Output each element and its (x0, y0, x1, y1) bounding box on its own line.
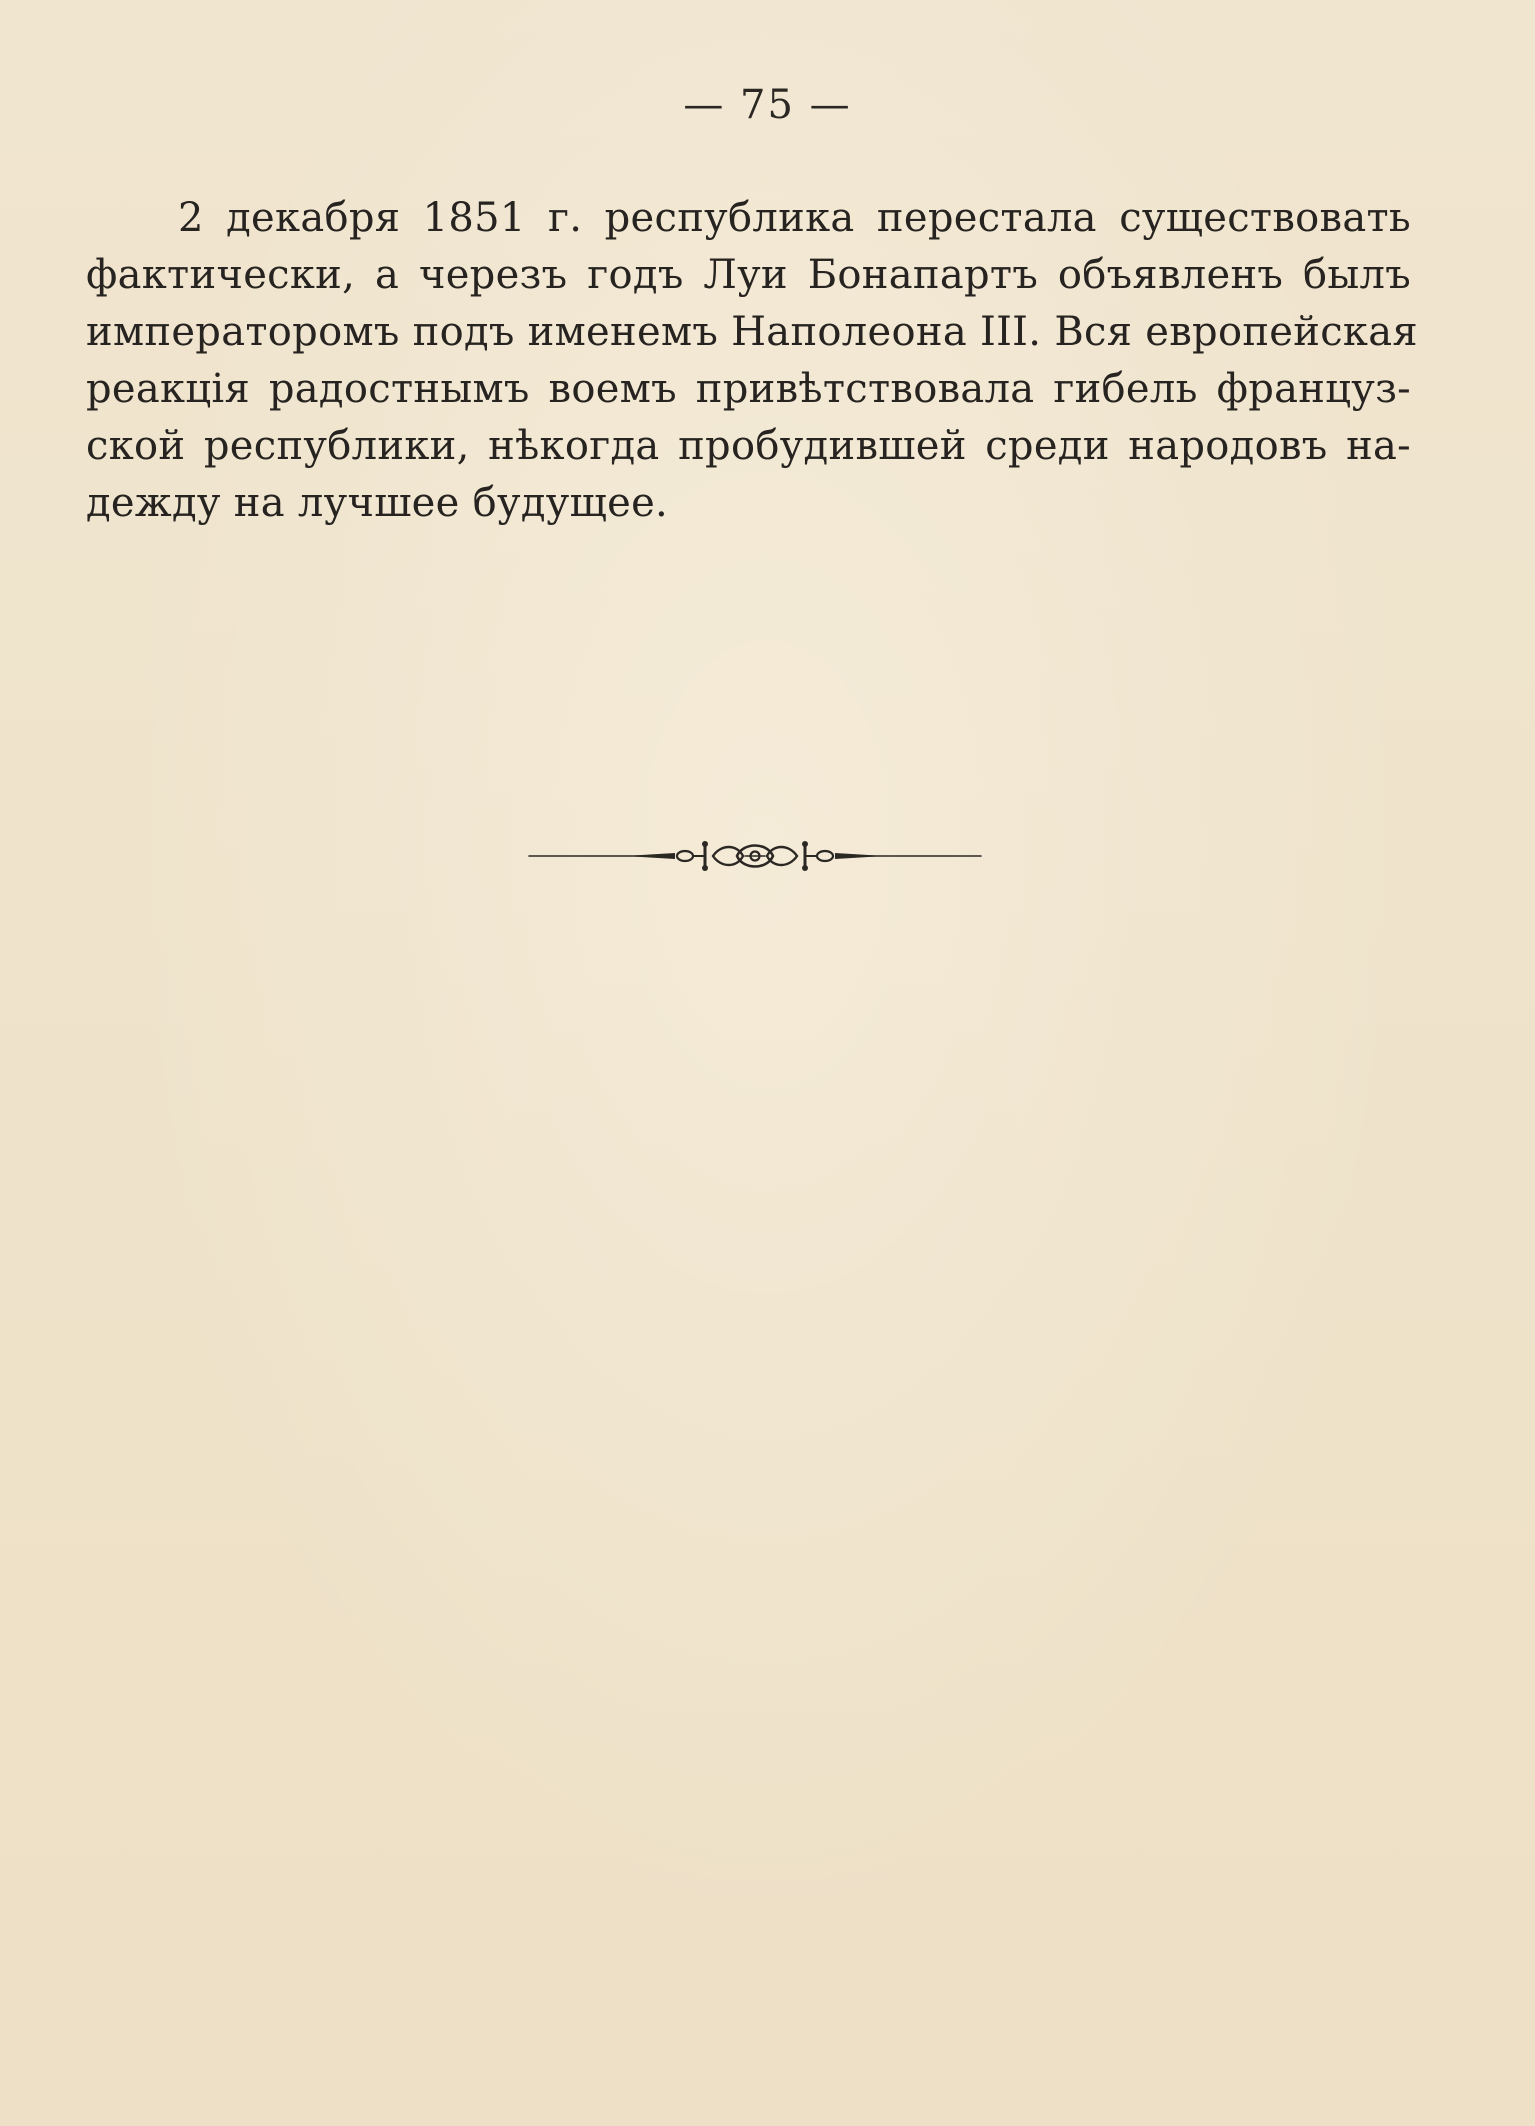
paragraph-line: 2 декабря 1851 г. республика перестала существовать (178, 195, 1411, 241)
paragraph-line: дежду на лучшее будущее. (86, 480, 669, 526)
body-paragraph (86, 190, 1418, 532)
paragraph-line: реакція радостнымъ воемъ привѣтствовала гибель француз- (86, 366, 1411, 412)
decorative-tailpiece-icon (525, 836, 985, 876)
paragraph-line: фактически, а черезъ годъ Луи Бонапартъ объявленъ былъ (86, 252, 1411, 298)
paragraph-line: ской республики, нѣкогда пробудившей среди народовъ на- (86, 423, 1411, 469)
page-number: — 75 — (683, 82, 852, 128)
paragraph-line: императоромъ подъ именемъ Наполеона III. Вся европейская (86, 309, 1418, 355)
